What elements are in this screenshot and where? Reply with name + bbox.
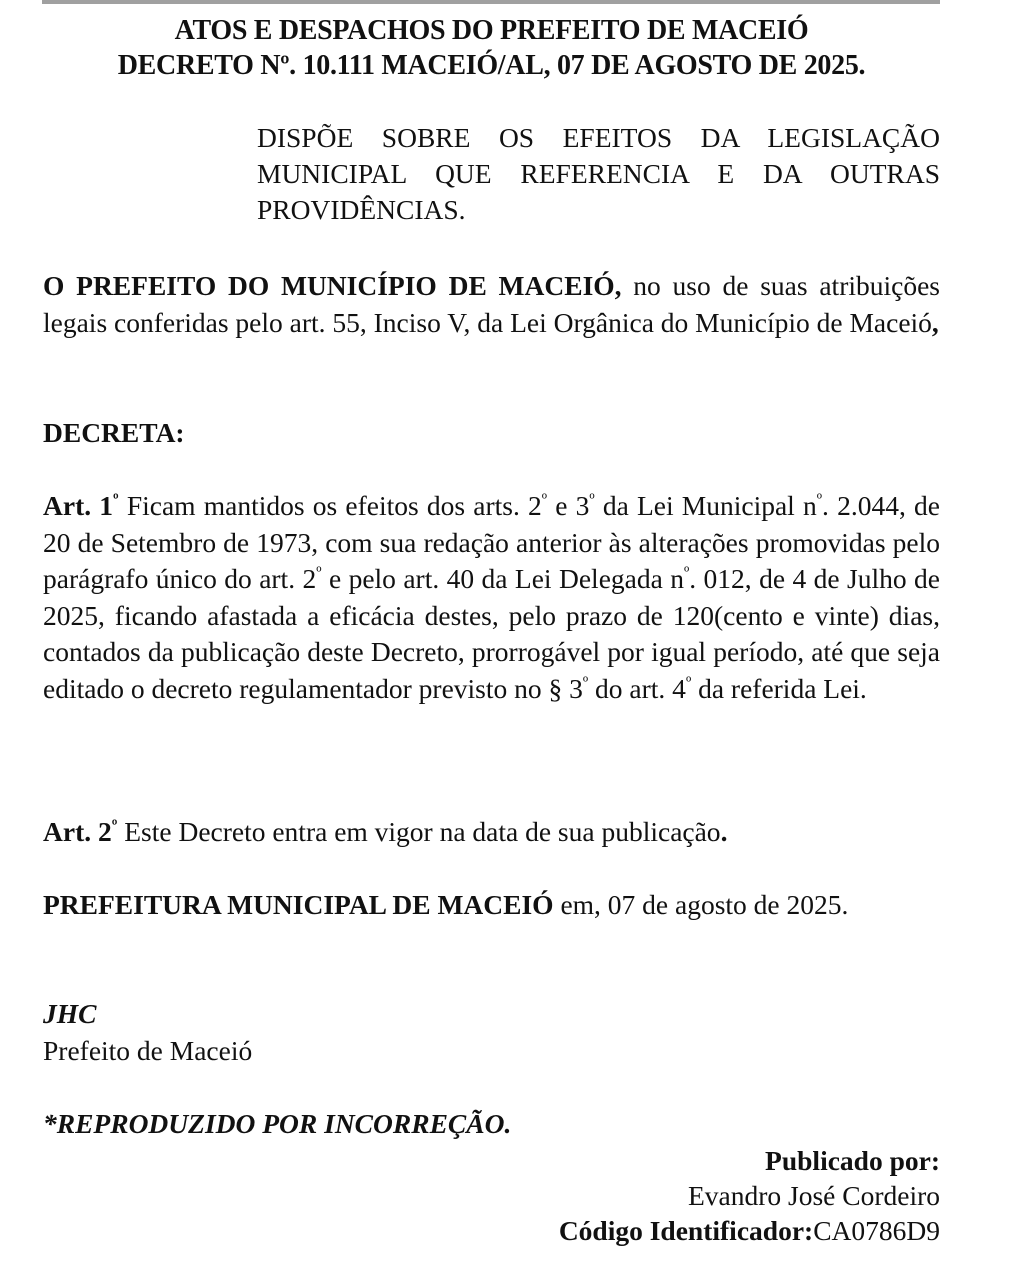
identifier-code-value: CA0786D9 [813, 1215, 940, 1246]
article-1-text: da Lei Municipal n [594, 490, 817, 521]
reproduction-note: *REPRODUZIDO POR INCORREÇÃO. [43, 1108, 512, 1139]
ordinal-mark: º [541, 490, 548, 509]
signatory-name: JHC [43, 998, 97, 1029]
ordinal-mark: º [589, 490, 595, 509]
preamble-authority: O PREFEITO DO MUNICÍPIO DE MACEIÓ, [43, 270, 622, 301]
ordinal-mark: º [582, 672, 589, 692]
article-1-text: da referida Lei. [691, 672, 867, 704]
article-2-period: . [720, 816, 728, 847]
ordinal-mark: º [316, 563, 322, 582]
ordinal-mark: º [816, 490, 823, 509]
article-1-text: e pelo art. 40 da Lei Delegada n [321, 563, 684, 594]
signatory-role: Prefeito de Maceió [43, 1035, 253, 1066]
ordinal-mark: º [685, 672, 692, 692]
closing-date: em, 07 de agosto de 2025. [553, 889, 849, 920]
article-1-text: . 012, de 4 de Julho de 2025, ficando afastada a eficácia destes, pelo prazo de 120(cento e vinte) dias, contados da publicação deste Decreto, prorrogável por igual período, até que seja editado o decreto regulamentador previsto no § 3 [43, 563, 940, 704]
decree-summary: DISPÕE SOBRE OS EFEITOS DA LEGISLAÇÃO MUNICIPAL QUE REFERENCIA E DA OUTRAS PROVIDÊNCIAS. [257, 122, 940, 225]
article-1-text: do art. 4 [588, 672, 686, 704]
article-2-text: Este Decreto entra em vigor na data de sua publicação [117, 816, 721, 847]
preamble-paragraph [43, 268, 940, 341]
article-1-ordinal: º [113, 490, 119, 509]
top-divider-bar [42, 0, 940, 4]
article-1-text: Ficam mantidos os efeitos dos arts. 2 [118, 490, 542, 521]
publisher-name: Evandro José Cordeiro [687, 1180, 940, 1211]
closing-paragraph [43, 887, 940, 924]
article-2-ordinal: º [111, 816, 118, 835]
published-by-label: Publicado por: [765, 1145, 940, 1176]
identifier-code-label: Código Identificador: [558, 1215, 814, 1246]
section-title: ATOS E DESPACHOS DO PREFEITO DE MACEIÓ [174, 15, 809, 46]
article-1 [43, 488, 940, 707]
decree-title: DECRETO Nº. 10.111 MACEIÓ/AL, 07 DE AGOSTO DE 2025. [117, 50, 866, 81]
preamble-text: no uso de suas atribuições legais conferidas pelo art. 55, Inciso V, da Lei Orgânica do Município de Maceió [43, 270, 940, 338]
decreta-heading: DECRETA: [43, 417, 185, 448]
preamble-comma: , [931, 306, 939, 338]
identifier-code [340, 1213, 940, 1249]
article-2 [43, 814, 940, 851]
article-1-text: e 3 [547, 490, 590, 521]
article-1-text: . 2.044, de 20 de Setembro de 1973, com sua redação anterior às alterações promovidas pelo parágrafo único do art. 2 [43, 490, 940, 594]
ordinal-mark: º [683, 563, 690, 582]
article-2-label: Art. 2 [43, 816, 112, 847]
article-1-label: Art. 1 [43, 490, 114, 521]
closing-authority: PREFEITURA MUNICIPAL DE MACEIÓ [43, 889, 554, 920]
